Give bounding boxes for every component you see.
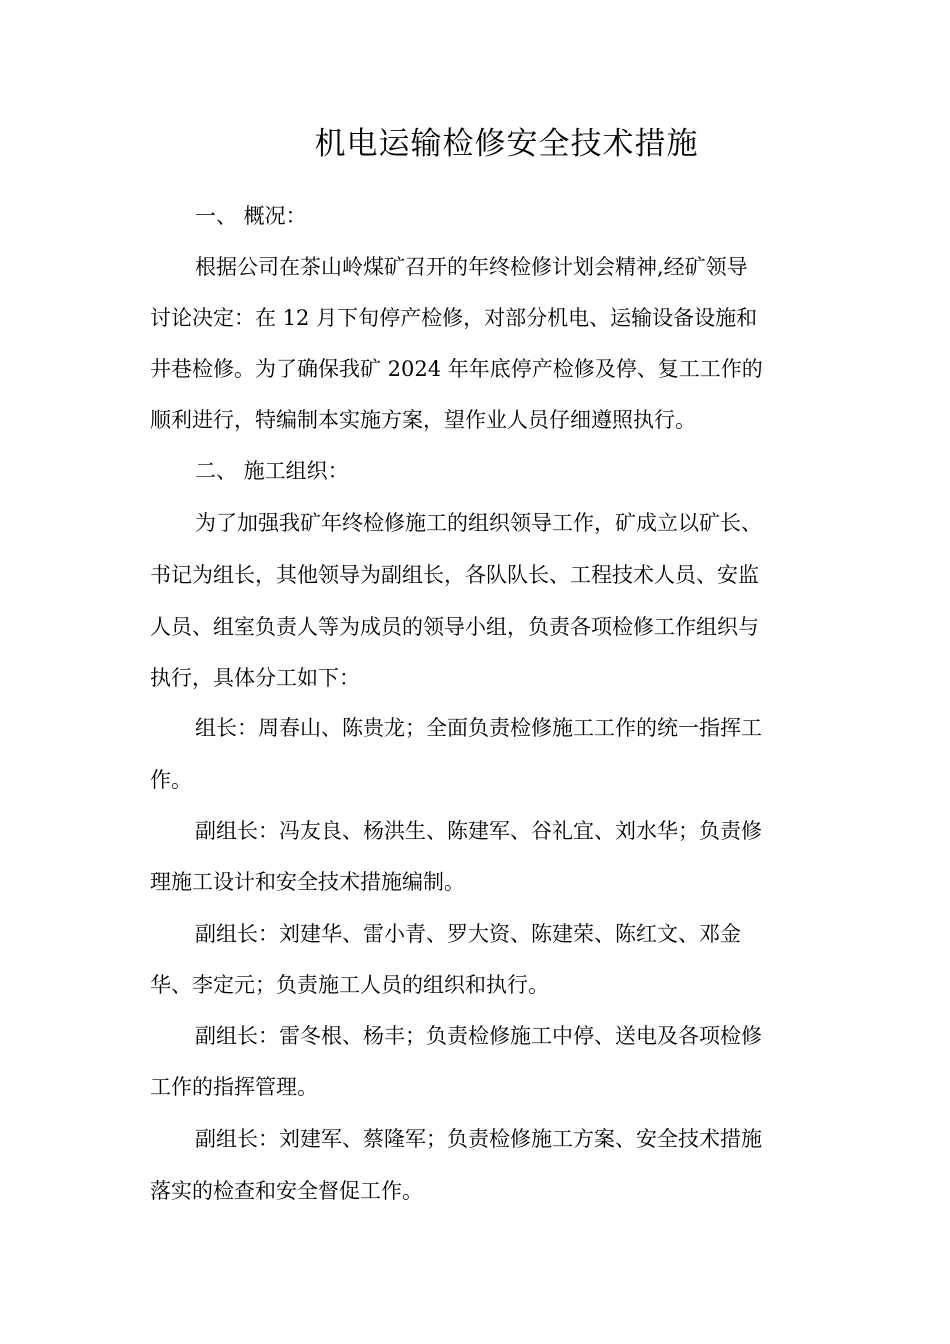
document-title: 机电运输检修安全技术措施: [314, 126, 699, 162]
paragraph-line: 副组长：刘建军、蔡隆军；负责检修施工方案、安全技术措施: [195, 1127, 762, 1151]
paragraph-line: 根据公司在茶山岭煤矿召开的年终检修计划会精神,经矿领导: [195, 255, 748, 279]
paragraph-line: 副组长：冯友良、杨洪生、陈建军、谷礼宜、刘水华；负责修: [195, 819, 762, 843]
paragraph-line: 副组长：刘建华、雷小青、罗大资、陈建荣、陈红文、邓金: [195, 922, 741, 946]
paragraph-line: 顺利进行，特编制本实施方案，望作业人员仔细遵照执行。: [150, 408, 696, 432]
paragraph-line: 副组长：雷冬根、杨丰；负责检修施工中停、送电及各项检修: [195, 1024, 762, 1048]
paragraph-line: 书记为组长，其他领导为副组长，各队队长、工程技术人员、安监: [150, 563, 759, 587]
paragraph-line: 人员、组室负责人等为成员的领导小组，负责各项检修工作组织与: [150, 615, 759, 639]
section-heading-overview: 一、 概况：: [195, 204, 307, 228]
paragraph-line: 井巷检修。为了确保我矿 2024 年年底停产检修及停、复工工作的: [150, 357, 763, 381]
paragraph-line: 执行，具体分工如下：: [150, 666, 360, 690]
paragraph-line: 为了加强我矿年终检修施工的组织领导工作，矿成立以矿长、: [195, 511, 762, 535]
paragraph-line: 落实的检查和安全督促工作。: [150, 1179, 423, 1203]
paragraph-line: 组长：周春山、陈贵龙；全面负责检修施工工作的统一指挥工: [195, 716, 762, 740]
section-heading-organization: 二、 施工组织：: [195, 459, 349, 483]
paragraph-line: 华、李定元；负责施工人员的组织和执行。: [150, 973, 549, 997]
paragraph-line: 作。: [150, 768, 192, 792]
paragraph-line: 理施工设计和安全技术措施编制。: [150, 870, 465, 894]
paragraph-line: 讨论决定：在 12 月下旬停产检修，对部分机电、运输设备设施和: [150, 306, 758, 330]
paragraph-line: 工作的指挥管理。: [150, 1075, 318, 1099]
